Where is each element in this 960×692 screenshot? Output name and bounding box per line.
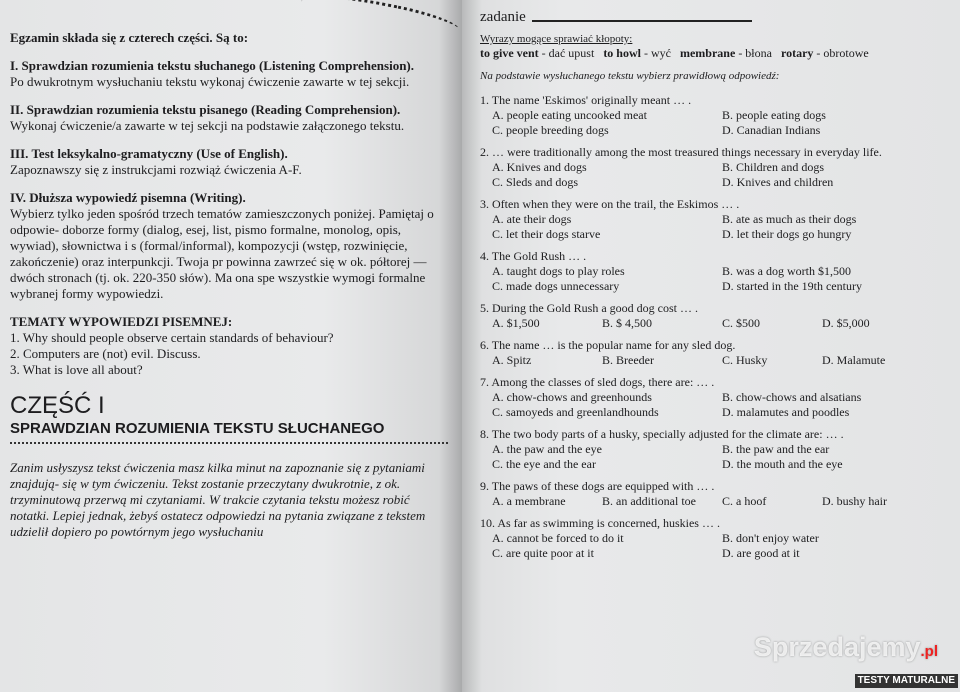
question-text: 9. The paws of these dogs are equipped with … .	[480, 479, 715, 493]
vocab-translation: - wyć	[640, 46, 671, 60]
answer-option-a: A. people eating uncooked meat	[492, 108, 647, 122]
instructions-line: Zanim usłyszysz tekst ćwiczenia masz kilka minut na zapoznanie się z pytaniami znajdują-	[10, 460, 425, 491]
answer-option-a: A. chow-chows and greenhounds	[492, 390, 652, 404]
section-text-line: wszystkie wymogi formalne wybranej formy wypowiedzi.	[10, 270, 426, 301]
section-text: Wykonaj ćwiczenie/a zawarte w tej sekcji na podstawie załączonego tekstu.	[10, 118, 405, 133]
vocab-line	[480, 46, 946, 61]
section-text: Po dwukrotnym wysłuchaniu tekstu wykonaj ćwiczenie zawarte w tej sekcji.	[10, 74, 410, 89]
answer-option-d: D. $5,000	[822, 316, 870, 330]
vocab-term: membrane	[679, 46, 736, 60]
question-text: 4. The Gold Rush … .	[480, 249, 587, 263]
answer-option-c: C. $500	[722, 316, 761, 330]
topic-item: 3. What is love all about?	[10, 362, 143, 377]
answer-option-a: A. cannot be forced to do it	[492, 531, 624, 545]
answer-option-d: D. Canadian Indians	[722, 123, 821, 137]
answer-option-d: D. Malamute	[822, 353, 886, 367]
answer-option-a: A. Spitz	[492, 353, 532, 367]
answer-option-d: D. started in the 19th century	[722, 279, 862, 293]
question-text: 7. Among the classes of sled dogs, there are: … .	[480, 375, 715, 389]
question-text: 6. The name … is the popular name for any sled dog.	[480, 338, 736, 352]
vocab-term: rotary	[780, 46, 814, 60]
question-block	[480, 93, 946, 138]
answer-options	[480, 390, 946, 420]
task-instruction: Na podstawie wysłuchanego tekstu wybierz prawidłową odpowiedź:	[480, 70, 780, 82]
answer-option-c: C. let their dogs starve	[492, 227, 601, 241]
answer-options	[480, 316, 946, 331]
question-block	[480, 516, 946, 561]
question-block	[480, 249, 946, 294]
question-text: 1. The name 'Eskimos' originally meant … .	[480, 93, 692, 107]
answer-option-b: B. chow-chows and alsatians	[722, 390, 862, 404]
question-text: 2. … were traditionally among the most treasured things necessary in everyday life.	[480, 145, 882, 159]
answer-option-a: A. the paw and the eye	[492, 442, 602, 456]
intro-text: Egzamin składa się z czterech części. Są to:	[10, 30, 249, 45]
section	[10, 58, 448, 90]
answer-options	[480, 160, 946, 190]
section-text-line: doborze formy (dialog, esej, list, pismo formalne, monolog, opis, wywiad), słownictwa i s	[10, 222, 402, 253]
answer-option-d: D. the mouth and the eye	[722, 457, 843, 471]
answer-option-c: C. samoyeds and greenlandhounds	[492, 405, 659, 419]
answer-option-d: D. malamutes and poodles	[722, 405, 850, 419]
question-block	[480, 301, 946, 331]
answer-option-b: B. $ 4,500	[602, 316, 653, 330]
question-text: 5. During the Gold Rush a good dog cost … .	[480, 301, 698, 315]
header-rule	[532, 20, 752, 22]
watermark-text: Sprzedajemy	[753, 632, 921, 662]
vocab-label: Wyrazy mogące sprawiać kłopoty:	[480, 33, 633, 45]
part-subtitle: SPRAWDZIAN ROZUMIENIA TEKSTU SŁUCHANEGO	[10, 420, 385, 437]
answer-option-c: C. a hoof	[722, 494, 767, 508]
topics	[10, 314, 448, 378]
question-block	[480, 375, 946, 420]
left-page	[0, 0, 462, 692]
answer-option-a: A. ate their dogs	[492, 212, 572, 226]
question-text: 10. As far as swimming is concerned, huskies … .	[480, 516, 720, 530]
answer-option-b: B. Children and dogs	[722, 160, 824, 174]
answer-option-a: A. taught dogs to play roles	[492, 264, 625, 278]
answer-option-a: A. Knives and dogs	[492, 160, 587, 174]
answer-option-a: A. a membrane	[492, 494, 566, 508]
answer-option-a: A. $1,500	[492, 316, 540, 330]
section-text-line: Wybierz tylko jeden spośród trzech tematów zamieszczonych poniżej. Pamiętaj o odpowie-	[10, 206, 434, 237]
section	[10, 102, 448, 134]
question-block	[480, 479, 946, 509]
answer-option-b: B. don't enjoy water	[722, 531, 819, 545]
section-text-line: powinna zawrzeć się w ok. półtorej — dwóch stronach (tj. ok. 220-350 słów). Ma ona spe	[10, 254, 427, 285]
answer-options	[480, 212, 946, 242]
section	[10, 190, 448, 302]
vocab-term: to give vent	[480, 46, 539, 60]
section-title: II. Sprawdzian rozumienia tekstu pisanego (Reading Comprehension).	[10, 102, 401, 117]
answer-options	[480, 442, 946, 472]
vocab-translation: - błona	[735, 46, 772, 60]
answer-option-b: B. an additional toe	[602, 494, 696, 508]
section-text	[10, 206, 448, 302]
answer-option-c: C. the eye and the ear	[492, 457, 596, 471]
divider	[10, 442, 448, 444]
part-title: CZĘŚĆ I	[10, 392, 105, 419]
topic-item: 2. Computers are (not) evil. Discuss.	[10, 346, 201, 361]
answer-options	[480, 264, 946, 294]
topic-item: 1. Why should people observe certain standards of behaviour?	[10, 330, 334, 345]
section-title: III. Test leksykalno-gramatyczny (Use of English).	[10, 146, 288, 161]
section-title: IV. Dłuższa wypowiedź pisemna (Writing).	[10, 190, 246, 205]
right-page	[462, 0, 960, 692]
answer-options	[480, 494, 946, 509]
question-block	[480, 197, 946, 242]
answer-option-b: B. Breeder	[602, 353, 654, 367]
question-block	[480, 338, 946, 368]
vocab-translation: - dać upust	[538, 46, 595, 60]
watermark	[754, 632, 938, 667]
answer-option-c: C. Sleds and dogs	[492, 175, 579, 189]
answer-option-d: D. Knives and children	[722, 175, 834, 189]
vocab-translation: - obrotowe	[813, 46, 869, 60]
answer-option-c: C. people breeding dogs	[492, 123, 609, 137]
question-block	[480, 145, 946, 190]
instructions-line: się w tym ćwiczeniu. Tekst zostanie przeczytany dwukrotnie, z ok. trzyminutową przerwą mi	[10, 476, 401, 507]
section-text-line: (formal/informal), kompozycji (wstęp, rozwinięcie, zakończenie) oraz interpunkcji. Twoja pr	[10, 238, 408, 269]
answer-option-b: B. was a dog worth $1,500	[722, 264, 851, 278]
answer-option-d: D. are good at it	[722, 546, 800, 560]
section-text: Zapoznawszy się z instrukcjami rozwiąż ćwiczenia A-F.	[10, 162, 302, 177]
question-text: 3. Often when they were on the trail, the Eskimos … .	[480, 197, 740, 211]
topics-title: TEMATY WYPOWIEDZI PISEMNEJ:	[10, 314, 233, 329]
answer-option-c: C. Husky	[722, 353, 768, 367]
watermark-tld: .pl	[920, 643, 938, 660]
answer-option-c: C. made dogs unnecessary	[492, 279, 620, 293]
question-text: 8. The two body parts of a husky, specially adjusted for the climate are: … .	[480, 427, 844, 441]
question-block	[480, 427, 946, 472]
answer-option-b: B. people eating dogs	[722, 108, 826, 122]
answer-option-d: D. bushy hair	[822, 494, 887, 508]
answer-options	[480, 108, 946, 138]
answer-options	[480, 353, 946, 368]
page-header-row	[480, 8, 946, 26]
vocab-term: to howl	[603, 46, 641, 60]
instructions-line: odpowiedzi na pytania związane z tekstem udzielił dopiero po powtórnym jego wysłuchaniu	[10, 508, 426, 539]
instructions-line: czytaniami. W trakcie czytania tekstu możesz robić notatki. Lepiej jednak, żebyś ostatecz	[10, 492, 410, 523]
section-title: I. Sprawdzian rozumienia tekstu słuchanego (Listening Comprehension).	[10, 58, 415, 73]
footer-label: TESTY MATURALNE	[855, 674, 958, 688]
answer-option-b: B. the paw and the ear	[722, 442, 830, 456]
answer-options	[480, 531, 946, 561]
page-header: zadanie	[480, 9, 526, 25]
section	[10, 146, 448, 178]
answer-option-b: B. ate as much as their dogs	[722, 212, 857, 226]
question-list	[480, 93, 946, 561]
instructions-text	[10, 460, 448, 540]
answer-option-c: C. are quite poor at it	[492, 546, 594, 560]
answer-option-d: D. let their dogs go hungry	[722, 227, 852, 241]
